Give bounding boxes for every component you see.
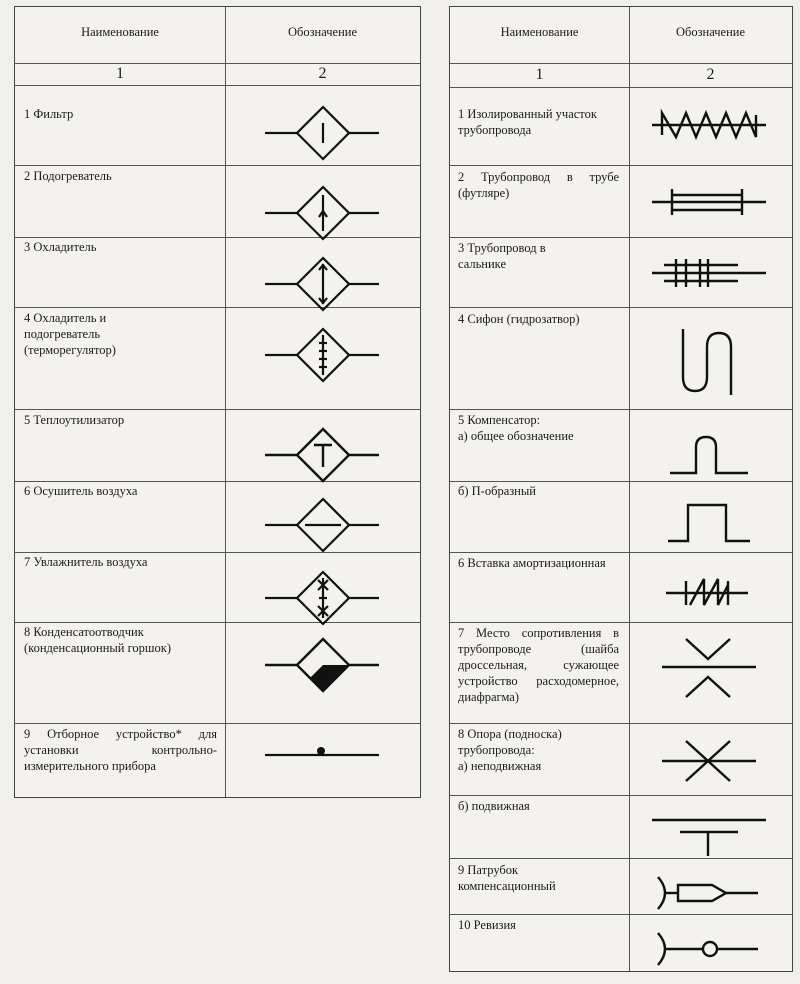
row-name: 10 Ревизия — [458, 918, 516, 932]
row-divider — [450, 87, 792, 88]
row-name: 3 Трубопровод в сальнике — [458, 241, 546, 271]
row-name: 6 Осушитель воздуха — [24, 484, 138, 498]
compensating-branch-symbol — [650, 873, 770, 913]
row-divider — [450, 63, 792, 64]
row-divider — [450, 307, 792, 308]
compensator-general-symbol — [668, 427, 752, 477]
filter-symbol — [263, 105, 383, 161]
row-divider — [15, 723, 420, 724]
row-divider — [450, 165, 792, 166]
row-divider — [450, 622, 792, 623]
left-table — [14, 6, 421, 798]
row-name: б) П-образный — [458, 484, 536, 498]
column-number-2: 2 — [706, 66, 715, 83]
air-humidifier-symbol — [263, 570, 383, 626]
row-name: 3 Охладитель — [24, 240, 97, 254]
header-name: Наименование — [500, 25, 579, 39]
row-divider — [15, 85, 420, 86]
row-divider — [450, 914, 792, 915]
column-number-1: 1 — [116, 65, 124, 82]
row-name: 8 Опора (подноска) трубопровода: — [458, 727, 562, 757]
row-divider — [15, 165, 420, 166]
header-name: Наименование — [81, 25, 159, 39]
row-name: 5 Теплоутилизатор — [24, 413, 125, 427]
air-dryer-symbol — [263, 497, 383, 553]
row-name: 2 Подогреватель — [24, 169, 112, 183]
row-name: а) неподвижная — [458, 759, 542, 773]
heat-recovery-symbol — [263, 427, 383, 483]
row-divider — [450, 552, 792, 553]
row-name: 7 Увлажнитель воздуха — [24, 555, 148, 569]
row-divider — [15, 409, 420, 410]
heater-symbol — [263, 185, 383, 241]
siphon-symbol — [675, 325, 745, 397]
row-divider — [450, 795, 792, 796]
row-name: 5 Компенсатор: — [458, 413, 541, 427]
row-name: 6 Вставка амортизационная — [458, 556, 606, 570]
row-divider — [450, 481, 792, 482]
column-number-2: 2 — [318, 65, 327, 82]
header-symbol: Обозначение — [287, 25, 358, 39]
inspection-symbol — [650, 929, 770, 969]
row-name: 9 Отборное устройство* для установки контрольно-измерительного прибора — [24, 727, 217, 773]
row-divider — [450, 237, 792, 238]
damping-insert-symbol — [664, 571, 754, 611]
row-name: 1 Фильтр — [24, 107, 74, 121]
right-table-column-divider — [629, 7, 630, 971]
restriction-point-symbol — [660, 631, 760, 705]
insulated-pipe-symbol — [650, 107, 770, 143]
row-name: 2 Трубопровод в трубе (футляре) — [458, 170, 619, 200]
right-table — [449, 6, 793, 972]
row-name: 8 Конденсатоотводчик (конденсационный горшок) — [24, 625, 172, 655]
left-table-column-divider — [225, 7, 226, 797]
row-divider — [15, 63, 420, 64]
row-name: 7 Место сопротивления в трубопроводе (шайба дроссельная, сужающее устройство расходомерное, диафрагма) — [458, 626, 619, 704]
steam-trap-symbol — [263, 637, 383, 693]
header-symbol: Обозначение — [675, 25, 746, 39]
row-name: 1 Изолированный участок трубопровода — [458, 107, 597, 137]
row-name: а) общее обозначение — [458, 429, 574, 443]
row-name: 4 Охладитель и подогреватель (терморегулятор) — [24, 311, 116, 357]
row-divider — [450, 409, 792, 410]
row-divider — [450, 723, 792, 724]
movable-support-symbol — [650, 812, 770, 860]
fixed-support-symbol — [660, 737, 760, 787]
row-name: б) подвижная — [458, 799, 530, 813]
column-number-1: 1 — [535, 66, 544, 83]
row-name: 4 Сифон (гидрозатвор) — [458, 312, 580, 326]
pipe-in-gland-symbol — [650, 255, 770, 291]
compensator-u-shaped-symbol — [666, 497, 756, 547]
pipe-in-sleeve-symbol — [650, 185, 770, 221]
cooler-heater-symbol — [263, 327, 383, 383]
row-name: 9 Патрубок компенсационный — [458, 863, 556, 893]
cooler-symbol — [263, 256, 383, 312]
sampling-device-symbol — [263, 741, 383, 771]
